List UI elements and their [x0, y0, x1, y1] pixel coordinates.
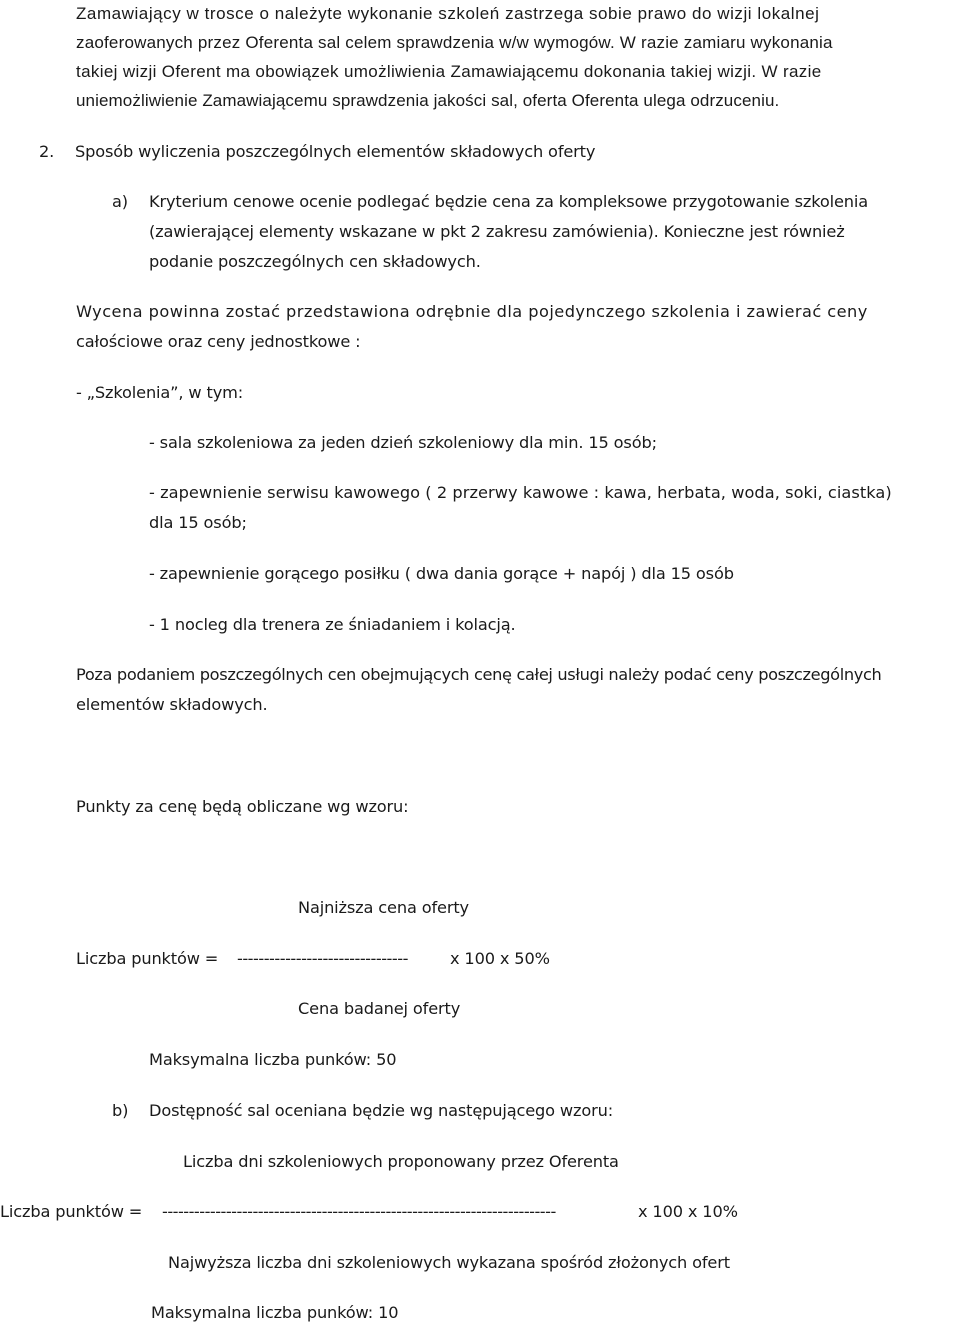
list-item-serwis-line-2: dla 15 osób;	[149, 513, 247, 532]
list-item-posilek: - zapewnienie gorącego posiłku ( dwa dania gorące + napój ) dla 15 osób	[149, 564, 734, 583]
intro-line-4: uniemożliwienie Zamawiającemu sprawdzenia jakości sal, oferta Oferenta ulega odrzuceniu.	[76, 91, 780, 110]
punkty-heading: Punkty za cenę będą obliczane wg wzoru:	[76, 797, 409, 816]
formula-days-max: Maksymalna liczba punków: 10	[151, 1303, 399, 1322]
poza-line-2: elementów składowych.	[76, 695, 268, 714]
item-b-text: Dostępność sal oceniana będzie wg następującego wzoru:	[149, 1101, 614, 1120]
wycena-line-1: Wycena powinna zostać przedstawiona odrębnie dla pojedynczego szkolenia i zawierać ceny	[76, 302, 868, 321]
item-a-line-2: (zawierającej elementy wskazane w pkt 2 zakresu zamówienia). Konieczne jest również	[149, 222, 845, 241]
formula-days-multiplier: x 100 x 10%	[638, 1202, 738, 1221]
section-number: 2.	[39, 142, 55, 161]
list-item-sala: - sala szkoleniowa za jeden dzień szkoleniowy dla min. 15 osób;	[149, 433, 657, 452]
list-item-nocleg: - 1 nocleg dla trenera ze śniadaniem i kolacją.	[149, 615, 516, 634]
formula-price-lhs: Liczba punktów =	[76, 949, 219, 968]
intro-paragraph-line	[76, 90, 779, 112]
formula-price-fraction-bar: --------------------------------	[237, 949, 408, 968]
intro-paragraph-line	[76, 32, 956, 54]
intro-paragraph-line	[76, 3, 956, 25]
formula-price-max: Maksymalna liczba punków: 50	[149, 1050, 397, 1069]
formula-price-multiplier: x 100 x 50%	[450, 949, 550, 968]
formula-price-numerator: Najniższa cena oferty	[298, 898, 469, 917]
item-b-label: b)	[112, 1101, 129, 1120]
wycena-line-2: całościowe oraz ceny jednostkowe :	[76, 332, 361, 351]
formula-price-denominator: Cena badanej oferty	[298, 999, 461, 1018]
formula-days-lhs: Liczba punktów =	[0, 1202, 143, 1221]
item-a-line-1: Kryterium cenowe ocenie podlegać będzie cena za kompleksowe przygotowanie szkolenia	[149, 192, 869, 211]
formula-days-denominator: Najwyższa liczba dni szkoleniowych wykazana spośród złożonych ofert	[168, 1253, 730, 1272]
section-heading: Sposób wyliczenia poszczególnych elementów składowych oferty	[75, 142, 596, 161]
intro-line-2: zaoferowanych przez Oferenta sal celem sprawdzenia w/w wymogów. W razie zamiaru wykonania	[76, 33, 833, 52]
formula-days-fraction-bar: --------------------------------------------------------------------------	[162, 1202, 556, 1221]
intro-line-3: takiej wizji Oferent ma obowiązek umożliwienia Zamawiającemu dokonania takiej wizji. W razie	[76, 62, 822, 81]
intro-line-1: Zamawiający w trosce o należyte wykonanie szkoleń zastrzega sobie prawo do wizji lokalnej	[76, 4, 820, 23]
item-a-label: a)	[112, 192, 128, 211]
szkolenia-heading: - „Szkolenia”, w tym:	[76, 383, 244, 402]
list-item-serwis-line-1: - zapewnienie serwisu kawowego ( 2 przerwy kawowe : kawa, herbata, woda, soki, ciastka)	[149, 483, 892, 502]
item-a-line-3: podanie poszczególnych cen składowych.	[149, 252, 481, 271]
formula-days-numerator: Liczba dni szkoleniowych proponowany przez Oferenta	[183, 1152, 619, 1171]
poza-line-1: Poza podaniem poszczególnych cen obejmujących cenę całej usługi należy podać ceny poszczególnych	[76, 665, 882, 684]
intro-paragraph-line	[76, 61, 956, 83]
